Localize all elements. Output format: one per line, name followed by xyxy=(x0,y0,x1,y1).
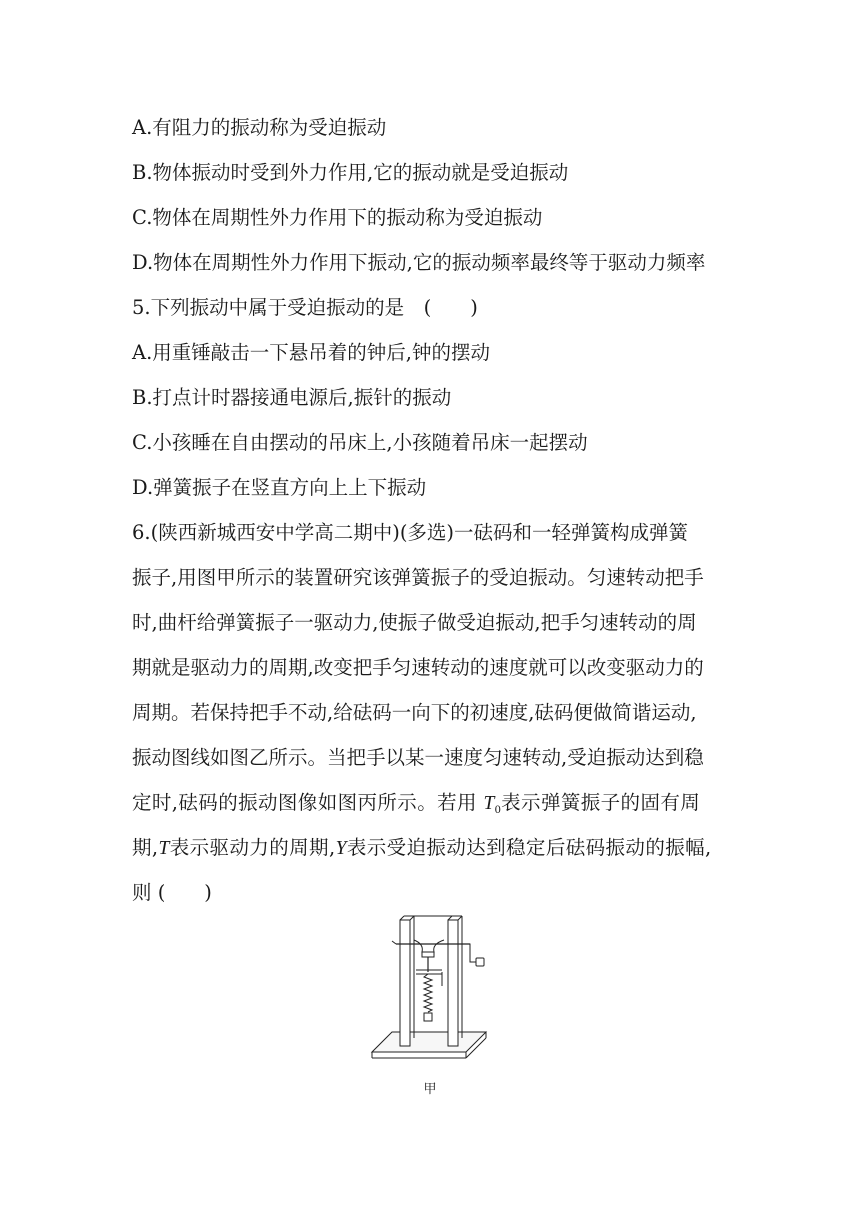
symbol-t0 xyxy=(484,793,502,814)
symbol-y: Y xyxy=(335,838,347,859)
q6-line-7-text-a: 定时,砝码的振动图像如图丙所示。若用 xyxy=(132,791,484,814)
q5-option-a: A.用重锤敲击一下悬吊着的钟后,钟的摆动 xyxy=(132,341,490,364)
q4-option-b: B.物体振动时受到外力作用,它的振动就是受迫振动 xyxy=(132,161,569,184)
q5-stem: 5.下列振动中属于受迫振动的是 ( ) xyxy=(132,296,478,319)
q6-line-8-text-c: 表示受迫振动达到稳定后砝码振动的振幅, xyxy=(346,836,712,859)
q4-option-a: A.有阻力的振动称为受迫振动 xyxy=(132,116,387,139)
q6-line-4: 期就是驱动力的周期,改变把手匀速转动的速度就可以改变驱动力的 xyxy=(132,656,704,679)
q6-line-3: 时,曲杆给弹簧振子一驱动力,使振子做受迫振动,把手匀速转动的周 xyxy=(132,611,697,634)
q4-option-d: D.物体在周期性外力作用下振动,它的振动频率最终等于驱动力频率 xyxy=(132,251,706,274)
spring xyxy=(424,974,432,1012)
slot-bar xyxy=(416,970,442,974)
q6-line-5: 周期。若保持把手不动,给砝码一向下的初速度,砝码便做简谐运动, xyxy=(132,701,697,724)
symbol-t0-letter: T xyxy=(483,793,495,814)
q6-line-2: 振子,用图甲所示的装置研究该弹簧振子的受迫振动。匀速转动把手 xyxy=(132,566,704,589)
q6-line-8-text-b: 表示驱动力的周期, xyxy=(169,836,336,859)
q5-option-b: B.打点计时器接通电源后,振针的振动 xyxy=(132,386,452,409)
symbol-t0-subscript: 0 xyxy=(494,802,502,816)
crank-arm xyxy=(414,940,444,952)
crank-slider xyxy=(422,952,434,957)
right-post xyxy=(448,916,462,1046)
apparatus-base xyxy=(372,1032,486,1052)
symbol-t: T xyxy=(158,838,170,859)
q6-line-8 xyxy=(132,834,712,863)
q6-line-9: 则 ( ) xyxy=(132,881,212,904)
weight-block xyxy=(424,1013,432,1021)
figure-caption: 甲 xyxy=(423,1082,437,1097)
left-post xyxy=(400,916,414,1046)
handle-icon xyxy=(462,944,476,962)
q5-option-c: C.小孩睡在自由摆动的吊床上,小孩随着吊床一起摆动 xyxy=(132,431,588,454)
q6-line-7-text-b: 表示弹簧振子的固有周 xyxy=(501,791,701,814)
q6-line-1: 6.(陕西新城西安中学高二期中)(多选)一砝码和一轻弹簧构成弹簧 xyxy=(132,521,689,544)
forced-vibration-apparatus-figure xyxy=(366,912,498,1072)
q6-line-8-text-a: 期, xyxy=(132,836,159,859)
q4-option-c: C.物体在周期性外力作用下的振动称为受迫振动 xyxy=(132,206,543,229)
q6-line-7 xyxy=(132,789,700,823)
q6-line-6: 振动图线如图乙所示。当把手以某一速度匀速转动,受迫振动达到稳 xyxy=(132,746,704,769)
q5-option-d: D.弹簧振子在竖直方向上上下振动 xyxy=(132,476,427,499)
